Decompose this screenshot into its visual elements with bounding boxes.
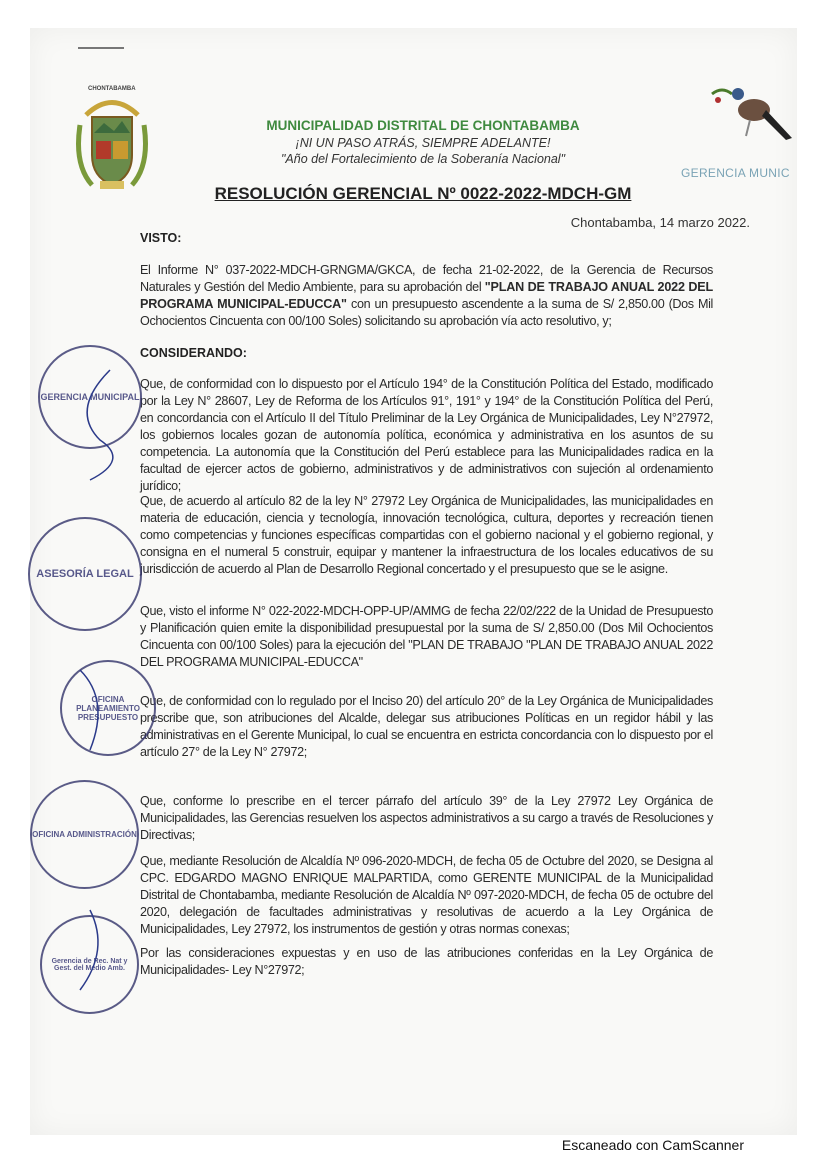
document-title: RESOLUCIÓN GERENCIAL Nº 0022-2022-MDCH-GM	[214, 184, 632, 203]
stamp-administracion: OFICINA ADMINISTRACIÓN	[30, 780, 139, 889]
considerando-paragraph: Que, de conformidad con lo regulado por el Inciso 20) del artículo 20° de la Ley Orgánica de Municipalidades prescribe que, son atribuciones del Alcalde, delegar sus atribuciones Políticas en un regidor hábil y las administrativas en el Gerente Municipal, lo cual se encuentra en estricta concordancia con lo dispuesto por el artículo 27° de la Ley N° 27972;	[140, 694, 713, 759]
place-date: Chontabamba, 14 marzo 2022.	[570, 215, 750, 230]
stamp-gerencia-recursos-naturales: Gerencia de Rec. Nat y Gest. del Medio Amb.	[40, 915, 139, 1014]
motto: ¡NI UN PASO ATRÁS, SIEMPRE ADELANTE!	[295, 136, 551, 150]
considerando-paragraph: Por las consideraciones expuestas y en uso de las atribuciones conferidas en la Ley Orgánica de Municipalidades- Ley N°27972;	[140, 946, 713, 977]
considerando-paragraph: Que, conforme lo prescribe en el tercer párrafo del artículo 39° de la Ley 27972 Ley Orgánica de Municipalidades, las Gerencias resuelven los aspectos administrativos a su cargo a través de Resoluciones y Directivas;	[140, 794, 713, 842]
considerando-paragraph: Que, de conformidad con lo dispuesto por el Artículo 194° de la Constitución Política del Estado, modificado por la Ley N° 28607, Ley de Reforma de los Artículos 91°, 191° y 194° de la Constitución Política del Perú, en concordancia con el Artículo II del Título Preliminar de la Ley Orgánica de Municipalidades, Ley N°27972, los gobiernos locales gozan de autonomía política, económica y administrativa en los asuntos de su competencia. La autonomía que la Constitución del Perú establece para las Municipalidades radica en la facultad de ejercer actos de gobierno, administrativos y de administrativos con sujeción al ordenamiento jurídico;	[140, 377, 713, 493]
visto-text-b: con un presupuesto ascendente a la suma de S/ 2,850.00 (Dos Mil Ochocientos Cincuenta con 00/100 Soles) solicitando su aprobación vía acto resolutivo, y;	[140, 297, 713, 328]
organization-name: MUNICIPALIDAD DISTRITAL DE CHONTABAMBA	[266, 118, 580, 133]
scanner-footer: Escaneado con CamScanner	[561, 1137, 744, 1153]
considerando-heading: CONSIDERANDO:	[140, 346, 247, 360]
considerando-paragraph: Que, de acuerdo al artículo 82 de la ley N° 27972 Ley Orgánica de Municipalidades, las municipalidades en materia de educación, ciencia y tecnología, innovación tecnológica, cultura, deportes y recreación tienen como competencias y funciones específicas compartidas con el gobierno nacional y el gobierno regional, y consigna en el numeral 5 construir, equipar y mantener la infraestructura de los locales educativos de su jurisdicción de acuerdo al Plan de Desarrollo Regional concertado y el presupuesto que se le asigne.	[140, 494, 713, 576]
stamp-asesoria-legal: ASESORÍA LEGAL	[28, 517, 142, 631]
visto-paragraph	[140, 262, 713, 330]
considerando-paragraph: Que, mediante Resolución de Alcaldía Nº 096-2020-MDCH, de fecha 05 de Octubre del 2020, se Designa al CPC. EDGARDO MAGNO ENRIQUE MALPARTIDA, como GERENTE MUNICIPAL de la Municipalidad Distrital de Chontabamba, mediante Resolución de Alcaldía Nº 097-2020-MDCH, de fecha 05 de octubre del 2020, delegación de facultades administrativas y resolutivas de acuerdo a la Ley Orgánica de Municipalidades, Ley 27972, los instrumentos de gestión y otras normas conexas;	[140, 854, 713, 936]
considerando-paragraph: Que, visto el informe N° 022-2022-MDCH-OPP-UP/AMMG de fecha 22/02/222 de la Unidad de Presupuesto y Planificación quien emite la disponibilidad presupuestal por la suma de S/ 2,850.00 (Dos Mil Ochocientos Cincuenta con 00/100 Soles) para la ejecución del "PLAN DE TRABAJO "PLAN DE TRABAJO ANUAL 2022 DEL PROGRAMA MUNICIPAL-EDUCCA"	[140, 604, 713, 669]
stamp-planeamiento-presupuesto: OFICINA PLANEAMIENTO PRESUPUESTO	[60, 660, 156, 756]
visto-plan-title: "PLAN DE TRABAJO ANUAL 2022 DEL PROGRAMA MUNICIPAL-EDUCCA"	[140, 280, 714, 311]
stamp-gerencia-municipal: GERENCIA MUNICIPAL	[38, 345, 142, 449]
pen-mark	[78, 47, 124, 49]
crest-text: CHONTABAMBA	[88, 86, 136, 92]
department-logo-text: GERENCIA MUNIC	[681, 166, 790, 180]
visto-text-a: El Informe N° 037-2022-MDCH-GRNGMA/GKCA, de fecha 21-02-2022, de la Gerencia de Recursos Naturales y Gestión del Medio Ambiente, para su aprobación del	[140, 263, 713, 294]
handwritten-signatures	[50, 350, 150, 1000]
year-name: "Año del Fortalecimiento de la Soberanía Nacional"	[280, 152, 566, 166]
visto-heading: VISTO:	[140, 231, 182, 245]
